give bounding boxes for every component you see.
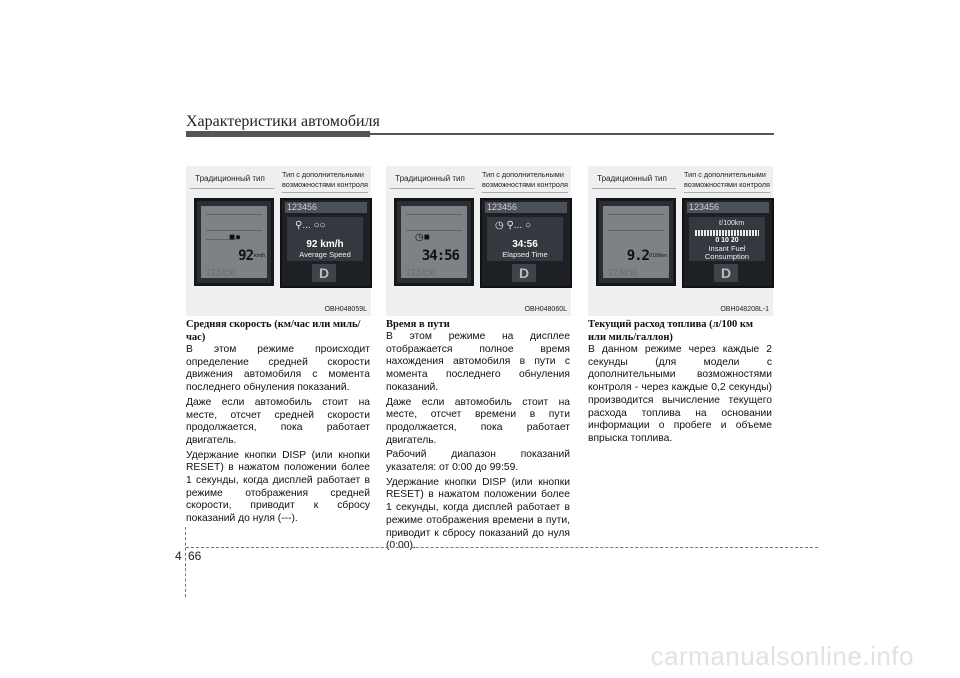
footer-vertical-line xyxy=(185,527,186,597)
cluster-traditional xyxy=(194,198,274,286)
page-number: 66 xyxy=(188,549,202,563)
chapter-number: 4 xyxy=(175,549,182,563)
paragraph: В этом режиме происходит определение средней скорости движения автомобиля с момента последнего обнуления показаний. xyxy=(186,344,370,394)
figure-label-traditional: Традиционный тип xyxy=(195,174,265,183)
figure-label-advanced: Тип с дополнительными возможностями контроля xyxy=(684,170,771,189)
paragraph: В данном режиме через каждые 2 секунды (для модели с дополнительными возможностями контроля - через каждые 0,2 секунды) производится вычисление текущего расхода топлива на основании информации о пробеге и объеме впрыска топлива. xyxy=(588,344,772,444)
lcd-value: 92 xyxy=(238,248,253,264)
clock-driver-car-icon: ◷ ⚲... ○ xyxy=(495,220,531,231)
figure-label-traditional: Традиционный тип xyxy=(597,174,667,183)
paragraph: Рабочий диапазон показаний указателя: от 0:00 до 99:59. xyxy=(386,449,570,474)
adv-odometer: 123456 xyxy=(687,202,769,213)
adv-screen xyxy=(487,217,563,261)
adv-label: Elapsed Time xyxy=(502,250,548,259)
lcd-odometer: 123456 xyxy=(205,268,236,279)
paragraph: Даже если автомобиль стоит на месте, отсчет времени в пути продолжается, пока работает двигатель. xyxy=(386,396,570,446)
section-average-speed xyxy=(186,318,370,526)
paragraph: Удержание кнопки DISP (или кнопки RESET) в нажатом положении более 1 секунды, когда дисплей работает в режиме отображения средней скорости, приводит к сбросу показаний до нуля (---). xyxy=(186,449,370,525)
figure-label-advanced: Тип с дополнительными возможностями контроля xyxy=(282,170,369,189)
figure-code: OBH048208L-1 xyxy=(720,306,769,313)
header-bar xyxy=(186,131,370,137)
lcd-odometer: 123456 xyxy=(607,268,638,279)
watermark: carmanualsonline.info xyxy=(650,641,914,671)
driver-car-icon: ⚲... ○○ xyxy=(295,220,326,231)
adv-value: 34:56 xyxy=(512,239,538,250)
figure-separator xyxy=(592,188,676,189)
adv-odometer: 123456 xyxy=(285,202,367,213)
figure-separator xyxy=(190,188,274,189)
fuel-bar-graph xyxy=(695,230,759,236)
page-header-title: Характеристики автомобиля xyxy=(186,113,380,130)
figure-fuel-consumption xyxy=(588,166,773,316)
figure-elapsed-time xyxy=(386,166,571,316)
fuel-unit-icon: ℓ/100km xyxy=(719,220,745,227)
lcd-display xyxy=(201,206,267,278)
car-icon: ■● xyxy=(229,232,242,243)
clock-car-icon: ◷■ xyxy=(415,232,430,243)
cluster-advanced xyxy=(480,198,572,288)
gear-indicator: D xyxy=(312,264,336,282)
section-title: Текущий расход топлива (л/100 км или миль/галлон) xyxy=(588,319,754,343)
lcd-unit: km/h xyxy=(254,253,265,259)
section-title: Средняя скорость (км/час или миль/час) xyxy=(186,319,361,343)
footer-line xyxy=(186,547,818,548)
lcd-value: 9.2 xyxy=(626,248,649,264)
lcd-display xyxy=(603,206,669,278)
adv-screen xyxy=(689,217,765,261)
lcd-value: 34:56 xyxy=(421,248,459,264)
header-line xyxy=(370,133,774,135)
adv-label: Average Speed xyxy=(299,250,351,259)
figure-separator xyxy=(482,192,568,193)
figure-separator xyxy=(684,192,770,193)
cluster-advanced xyxy=(280,198,372,288)
paragraph: Даже если автомобиль стоит на месте, отсчет средней скорости продолжается, пока работает двигатель. xyxy=(186,396,370,446)
adv-odometer: 123456 xyxy=(485,202,567,213)
section-fuel-consumption xyxy=(588,318,772,446)
section-elapsed-time xyxy=(386,318,570,553)
adv-screen xyxy=(287,217,363,261)
figure-separator xyxy=(390,188,474,189)
cluster-advanced xyxy=(682,198,774,288)
paragraph: Удержание кнопки DISP (или кнопки RESET) в нажатом положении более 1 секунды, когда дисплей работает в режиме отображения времени в пути, приводит к сбросу показаний до нуля (0:00). xyxy=(386,476,570,552)
adv-value: 92 km/h xyxy=(306,239,344,250)
section-title: Время в пути xyxy=(386,319,450,330)
adv-value: 0 10 20 xyxy=(715,237,739,244)
lcd-odometer: 123456 xyxy=(405,268,436,279)
cluster-traditional xyxy=(394,198,474,286)
lcd-unit: ℓ/100km xyxy=(648,253,667,259)
gear-indicator: D xyxy=(512,264,536,282)
figure-code: OBH048059L xyxy=(324,306,367,313)
lcd-display xyxy=(401,206,467,278)
gear-indicator: D xyxy=(714,264,738,282)
adv-label: Insant Fuel Consumption xyxy=(704,244,750,261)
figure-code: OBH048060L xyxy=(524,306,567,313)
figure-label-traditional: Традиционный тип xyxy=(395,174,465,183)
cluster-traditional xyxy=(596,198,676,286)
figure-average-speed xyxy=(186,166,371,316)
paragraph: В этом режиме на дисплее отображается полное время нахождения автомобиля в пути с момента последнего обнуления показаний. xyxy=(386,331,570,393)
figure-label-advanced: Тип с дополнительными возможностями контроля xyxy=(482,170,569,189)
figure-separator xyxy=(282,192,368,193)
